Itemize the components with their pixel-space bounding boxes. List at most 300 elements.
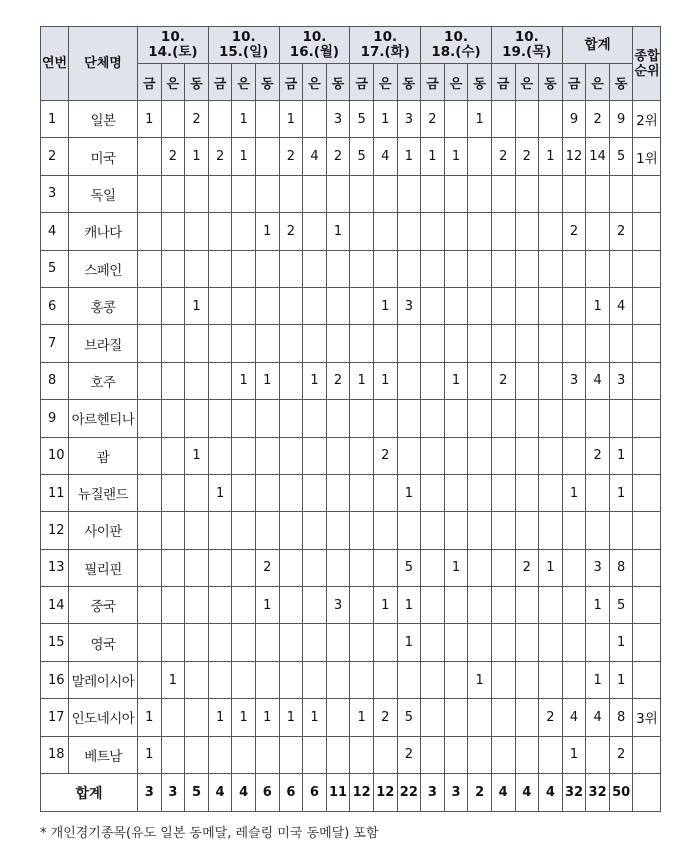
medal-count-cell: 3 bbox=[562, 362, 586, 399]
medal-count-cell bbox=[373, 624, 397, 661]
medal-type-header: 금 bbox=[562, 64, 586, 101]
medal-count-cell bbox=[255, 736, 279, 773]
table-row bbox=[41, 512, 661, 549]
seq-header: 연번 bbox=[41, 27, 69, 101]
medal-count-cell bbox=[350, 512, 374, 549]
medal-count-cell bbox=[515, 699, 539, 736]
medal-count-cell: 1 bbox=[468, 101, 492, 138]
medal-count-cell: 9 bbox=[562, 101, 586, 138]
medal-count-cell bbox=[373, 661, 397, 698]
medal-count-cell bbox=[562, 325, 586, 362]
medal-count-cell bbox=[185, 325, 209, 362]
medal-count-cell: 1 bbox=[255, 699, 279, 736]
medal-count-cell bbox=[255, 661, 279, 698]
medal-type-header: 은 bbox=[586, 64, 610, 101]
medal-type-header: 금 bbox=[208, 64, 232, 101]
medal-count-cell bbox=[421, 400, 445, 437]
medal-count-cell: 8 bbox=[609, 549, 633, 586]
medal-count-cell bbox=[138, 325, 162, 362]
medal-count-cell bbox=[444, 250, 468, 287]
medal-count-cell: 2 bbox=[539, 699, 563, 736]
medal-count-cell bbox=[161, 175, 185, 212]
totals-rank bbox=[633, 774, 661, 812]
medal-count-cell bbox=[208, 362, 232, 399]
medal-count-cell bbox=[138, 400, 162, 437]
medal-count-cell bbox=[208, 736, 232, 773]
medal-count-cell bbox=[279, 512, 303, 549]
medal-count-cell bbox=[397, 400, 421, 437]
total-count-cell: 11 bbox=[326, 774, 350, 812]
medal-count-cell: 1 bbox=[609, 474, 633, 511]
medal-count-cell: 2 bbox=[562, 213, 586, 250]
team-name: 사이판 bbox=[69, 512, 138, 549]
table-row bbox=[41, 400, 661, 437]
medal-count-cell bbox=[161, 362, 185, 399]
medal-count-cell bbox=[491, 549, 515, 586]
table-row bbox=[41, 549, 661, 586]
medal-count-cell bbox=[161, 549, 185, 586]
medal-count-cell bbox=[468, 699, 492, 736]
medal-count-cell bbox=[232, 400, 256, 437]
table-row bbox=[41, 587, 661, 624]
medal-count-cell bbox=[303, 325, 327, 362]
medal-count-cell: 3 bbox=[609, 362, 633, 399]
overall-rank bbox=[633, 549, 661, 586]
medal-count-cell bbox=[444, 474, 468, 511]
row-number: 14 bbox=[41, 587, 69, 624]
medal-count-cell bbox=[539, 661, 563, 698]
row-number: 8 bbox=[41, 362, 69, 399]
medal-count-cell bbox=[609, 175, 633, 212]
medal-count-cell bbox=[562, 437, 586, 474]
overall-rank bbox=[633, 736, 661, 773]
medal-type-header: 은 bbox=[232, 64, 256, 101]
medal-count-cell bbox=[232, 287, 256, 324]
medal-count-cell bbox=[208, 512, 232, 549]
table-row bbox=[41, 250, 661, 287]
medal-count-cell bbox=[586, 512, 610, 549]
total-count-cell: 32 bbox=[586, 774, 610, 812]
medal-count-cell bbox=[397, 213, 421, 250]
medal-count-cell bbox=[421, 624, 445, 661]
team-header: 단체명 bbox=[69, 27, 138, 101]
row-number: 4 bbox=[41, 213, 69, 250]
medal-count-cell bbox=[326, 325, 350, 362]
medal-count-cell bbox=[444, 699, 468, 736]
medal-count-cell bbox=[491, 512, 515, 549]
medal-count-cell bbox=[562, 250, 586, 287]
medal-count-cell bbox=[161, 325, 185, 362]
medal-count-cell bbox=[468, 474, 492, 511]
medal-count-cell bbox=[397, 661, 421, 698]
team-name: 인도네시아 bbox=[69, 699, 138, 736]
medal-count-cell bbox=[468, 624, 492, 661]
medal-count-cell: 1 bbox=[468, 661, 492, 698]
medal-count-cell bbox=[491, 699, 515, 736]
medal-count-cell: 5 bbox=[397, 699, 421, 736]
medal-count-cell: 2 bbox=[326, 138, 350, 175]
medal-count-cell bbox=[350, 400, 374, 437]
medal-count-cell: 1 bbox=[185, 287, 209, 324]
medal-count-cell bbox=[138, 175, 162, 212]
row-number: 2 bbox=[41, 138, 69, 175]
overall-rank bbox=[633, 250, 661, 287]
medal-count-cell: 5 bbox=[350, 101, 374, 138]
medal-count-cell bbox=[161, 587, 185, 624]
medal-count-cell bbox=[138, 474, 162, 511]
total-count-cell: 3 bbox=[444, 774, 468, 812]
medal-count-cell: 2 bbox=[255, 549, 279, 586]
medal-count-cell: 1 bbox=[255, 362, 279, 399]
medal-count-cell bbox=[208, 250, 232, 287]
medal-count-cell: 2 bbox=[279, 213, 303, 250]
medal-count-cell bbox=[255, 400, 279, 437]
medal-count-cell: 3 bbox=[326, 101, 350, 138]
medal-count-cell bbox=[515, 400, 539, 437]
medal-count-cell bbox=[350, 175, 374, 212]
medal-count-cell bbox=[468, 325, 492, 362]
medal-count-cell bbox=[303, 624, 327, 661]
row-number: 6 bbox=[41, 287, 69, 324]
medal-count-cell bbox=[421, 437, 445, 474]
medal-type-header: 은 bbox=[303, 64, 327, 101]
medal-count-cell bbox=[491, 250, 515, 287]
medal-count-cell bbox=[586, 175, 610, 212]
medal-count-cell bbox=[350, 624, 374, 661]
row-number: 18 bbox=[41, 736, 69, 773]
medal-count-cell bbox=[303, 661, 327, 698]
medal-table-container bbox=[40, 26, 661, 812]
table-row bbox=[41, 661, 661, 698]
medal-count-cell: 5 bbox=[350, 138, 374, 175]
medal-count-cell bbox=[138, 549, 162, 586]
medal-count-cell bbox=[421, 587, 445, 624]
table-row bbox=[41, 699, 661, 736]
medal-count-cell bbox=[303, 101, 327, 138]
overall-rank bbox=[633, 587, 661, 624]
medal-count-cell bbox=[350, 661, 374, 698]
totals-row bbox=[41, 774, 661, 812]
medal-count-cell bbox=[515, 661, 539, 698]
medal-count-cell bbox=[279, 549, 303, 586]
medal-count-cell: 1 bbox=[303, 362, 327, 399]
medal-count-cell: 1 bbox=[373, 587, 397, 624]
medal-count-cell bbox=[161, 101, 185, 138]
medal-count-cell: 1 bbox=[421, 138, 445, 175]
medal-count-cell bbox=[350, 213, 374, 250]
total-count-cell: 6 bbox=[303, 774, 327, 812]
row-number: 16 bbox=[41, 661, 69, 698]
medal-count-cell bbox=[208, 437, 232, 474]
medal-count-cell: 1 bbox=[350, 362, 374, 399]
medal-count-cell bbox=[138, 512, 162, 549]
medal-count-cell bbox=[468, 362, 492, 399]
medal-count-cell bbox=[539, 250, 563, 287]
medal-count-cell: 1 bbox=[279, 699, 303, 736]
medal-count-cell: 14 bbox=[586, 138, 610, 175]
total-count-cell: 6 bbox=[279, 774, 303, 812]
medal-count-cell bbox=[539, 101, 563, 138]
medal-count-cell bbox=[161, 736, 185, 773]
medal-count-cell bbox=[539, 400, 563, 437]
medal-count-cell bbox=[515, 287, 539, 324]
medal-count-cell: 1 bbox=[161, 661, 185, 698]
medal-count-cell bbox=[397, 175, 421, 212]
medal-count-cell bbox=[255, 138, 279, 175]
medal-count-cell bbox=[515, 587, 539, 624]
medal-count-cell: 1 bbox=[232, 699, 256, 736]
medal-count-cell bbox=[491, 474, 515, 511]
medal-count-cell bbox=[539, 175, 563, 212]
medal-count-cell: 2 bbox=[208, 138, 232, 175]
medal-count-cell: 1 bbox=[562, 474, 586, 511]
row-number: 11 bbox=[41, 474, 69, 511]
overall-rank bbox=[633, 437, 661, 474]
medal-count-cell bbox=[279, 175, 303, 212]
medal-count-cell: 8 bbox=[609, 699, 633, 736]
medal-count-cell bbox=[491, 400, 515, 437]
medal-count-cell bbox=[539, 512, 563, 549]
medal-count-cell bbox=[515, 736, 539, 773]
medal-count-cell bbox=[232, 661, 256, 698]
medal-count-cell: 2 bbox=[586, 437, 610, 474]
medal-count-cell bbox=[185, 624, 209, 661]
team-name: 스페인 bbox=[69, 250, 138, 287]
medal-count-cell bbox=[350, 474, 374, 511]
overall-rank bbox=[633, 175, 661, 212]
medal-count-cell bbox=[255, 624, 279, 661]
medal-count-cell bbox=[208, 213, 232, 250]
medal-count-cell bbox=[208, 325, 232, 362]
medal-type-header: 동 bbox=[397, 64, 421, 101]
medal-count-cell bbox=[397, 362, 421, 399]
medal-count-cell bbox=[444, 213, 468, 250]
medal-type-header: 동 bbox=[185, 64, 209, 101]
medal-count-cell bbox=[185, 549, 209, 586]
team-name: 괌 bbox=[69, 437, 138, 474]
medal-count-cell bbox=[421, 287, 445, 324]
medal-count-cell bbox=[326, 250, 350, 287]
medal-count-cell: 4 bbox=[586, 699, 610, 736]
medal-count-cell bbox=[255, 287, 279, 324]
medal-count-cell bbox=[326, 175, 350, 212]
medal-count-cell bbox=[444, 587, 468, 624]
medal-count-cell bbox=[279, 587, 303, 624]
medal-count-cell bbox=[586, 474, 610, 511]
medal-count-cell bbox=[161, 699, 185, 736]
row-number: 7 bbox=[41, 325, 69, 362]
medal-count-cell: 1 bbox=[397, 474, 421, 511]
medal-count-cell bbox=[303, 175, 327, 212]
medal-count-cell bbox=[279, 474, 303, 511]
medal-count-cell: 1 bbox=[255, 587, 279, 624]
medal-count-cell: 1 bbox=[539, 138, 563, 175]
medal-count-cell bbox=[586, 325, 610, 362]
medal-count-cell: 1 bbox=[138, 101, 162, 138]
medal-count-cell bbox=[255, 175, 279, 212]
total-count-cell: 50 bbox=[609, 774, 633, 812]
table-row bbox=[41, 362, 661, 399]
medal-count-cell bbox=[468, 250, 492, 287]
row-number: 10 bbox=[41, 437, 69, 474]
medal-count-cell bbox=[421, 699, 445, 736]
medal-count-cell bbox=[138, 250, 162, 287]
table-row bbox=[41, 287, 661, 324]
medal-count-cell: 3 bbox=[586, 549, 610, 586]
medal-count-cell bbox=[539, 362, 563, 399]
medal-count-cell bbox=[303, 213, 327, 250]
medal-count-cell bbox=[539, 624, 563, 661]
medal-count-cell bbox=[586, 736, 610, 773]
row-number: 12 bbox=[41, 512, 69, 549]
medal-count-cell bbox=[491, 437, 515, 474]
team-name: 영국 bbox=[69, 624, 138, 661]
medal-count-cell bbox=[303, 400, 327, 437]
medal-count-cell bbox=[515, 101, 539, 138]
medal-count-cell bbox=[491, 101, 515, 138]
medal-count-cell bbox=[562, 661, 586, 698]
medal-count-cell bbox=[397, 512, 421, 549]
medal-count-cell bbox=[421, 474, 445, 511]
medal-count-cell bbox=[609, 512, 633, 549]
medal-count-cell bbox=[279, 362, 303, 399]
medal-count-cell bbox=[326, 736, 350, 773]
overall-rank: 2위 bbox=[633, 101, 661, 138]
medal-count-cell bbox=[515, 437, 539, 474]
medal-count-cell bbox=[138, 138, 162, 175]
table-row bbox=[41, 624, 661, 661]
medal-count-cell: 1 bbox=[350, 699, 374, 736]
total-count-cell: 4 bbox=[232, 774, 256, 812]
date-header-1016: 10. 16.(월) bbox=[279, 27, 350, 64]
total-count-cell: 4 bbox=[515, 774, 539, 812]
medal-count-cell: 2 bbox=[491, 362, 515, 399]
medal-count-cell bbox=[468, 736, 492, 773]
medal-count-cell bbox=[444, 624, 468, 661]
overall-rank bbox=[633, 512, 661, 549]
medal-count-cell bbox=[279, 287, 303, 324]
table-row bbox=[41, 175, 661, 212]
overall-rank bbox=[633, 400, 661, 437]
medal-count-cell: 2 bbox=[185, 101, 209, 138]
medal-count-cell bbox=[185, 587, 209, 624]
medal-count-cell bbox=[161, 437, 185, 474]
medal-count-cell bbox=[326, 624, 350, 661]
team-name: 홍콩 bbox=[69, 287, 138, 324]
medal-count-cell bbox=[303, 512, 327, 549]
medal-count-cell: 2 bbox=[373, 699, 397, 736]
medal-count-cell bbox=[232, 325, 256, 362]
table-row bbox=[41, 325, 661, 362]
medal-count-cell bbox=[444, 325, 468, 362]
medal-count-cell bbox=[326, 699, 350, 736]
medal-count-cell bbox=[515, 175, 539, 212]
medal-count-cell bbox=[350, 437, 374, 474]
medal-count-cell bbox=[421, 213, 445, 250]
medal-count-cell: 1 bbox=[397, 587, 421, 624]
medal-count-cell bbox=[350, 587, 374, 624]
row-number: 13 bbox=[41, 549, 69, 586]
medal-count-cell: 1 bbox=[208, 474, 232, 511]
medal-count-cell bbox=[326, 474, 350, 511]
medal-count-cell: 1 bbox=[609, 661, 633, 698]
medal-count-cell bbox=[491, 287, 515, 324]
team-name: 뉴질랜드 bbox=[69, 474, 138, 511]
medal-count-cell bbox=[609, 400, 633, 437]
total-count-cell: 4 bbox=[491, 774, 515, 812]
row-number: 3 bbox=[41, 175, 69, 212]
medal-type-header: 금 bbox=[350, 64, 374, 101]
medal-count-cell bbox=[279, 437, 303, 474]
medal-count-cell bbox=[421, 512, 445, 549]
medal-count-cell bbox=[373, 213, 397, 250]
date-header-1014: 10. 14.(토) bbox=[138, 27, 209, 64]
medal-count-cell bbox=[539, 437, 563, 474]
medal-count-cell: 1 bbox=[208, 699, 232, 736]
medal-type-header: 금 bbox=[138, 64, 162, 101]
medal-count-cell bbox=[444, 736, 468, 773]
medal-count-cell: 1 bbox=[444, 362, 468, 399]
overall-rank bbox=[633, 362, 661, 399]
medal-count-cell: 1 bbox=[185, 138, 209, 175]
medal-count-cell bbox=[232, 624, 256, 661]
medal-count-cell bbox=[515, 362, 539, 399]
medal-count-cell bbox=[515, 325, 539, 362]
medal-count-cell bbox=[444, 287, 468, 324]
medal-count-cell: 1 bbox=[326, 213, 350, 250]
medal-count-cell bbox=[373, 400, 397, 437]
medal-count-cell bbox=[491, 624, 515, 661]
medal-table bbox=[40, 26, 661, 812]
medal-count-cell: 4 bbox=[303, 138, 327, 175]
medal-count-cell bbox=[185, 736, 209, 773]
medal-count-cell bbox=[161, 624, 185, 661]
medal-count-cell bbox=[232, 213, 256, 250]
medal-count-cell bbox=[350, 736, 374, 773]
medal-count-cell: 1 bbox=[609, 437, 633, 474]
medal-count-cell: 2 bbox=[161, 138, 185, 175]
medal-count-cell: 1 bbox=[444, 549, 468, 586]
medal-count-cell bbox=[138, 213, 162, 250]
medal-count-cell bbox=[138, 624, 162, 661]
date-header-1015: 10. 15.(일) bbox=[208, 27, 279, 64]
medal-count-cell bbox=[326, 437, 350, 474]
medal-count-cell bbox=[539, 325, 563, 362]
table-header bbox=[41, 27, 661, 101]
medal-count-cell bbox=[562, 549, 586, 586]
medal-count-cell bbox=[468, 213, 492, 250]
medal-count-cell: 1 bbox=[185, 437, 209, 474]
total-count-cell: 12 bbox=[373, 774, 397, 812]
team-name: 말레이시아 bbox=[69, 661, 138, 698]
medal-type-header: 은 bbox=[515, 64, 539, 101]
total-count-cell: 6 bbox=[255, 774, 279, 812]
medal-count-cell bbox=[208, 587, 232, 624]
medal-count-cell bbox=[421, 175, 445, 212]
medal-count-cell: 1 bbox=[138, 699, 162, 736]
medal-count-cell bbox=[279, 736, 303, 773]
medal-count-cell: 1 bbox=[586, 587, 610, 624]
medal-type-header: 금 bbox=[279, 64, 303, 101]
medal-count-cell bbox=[279, 400, 303, 437]
medal-count-cell bbox=[421, 325, 445, 362]
medal-count-cell bbox=[255, 437, 279, 474]
medal-count-cell bbox=[373, 512, 397, 549]
medal-count-cell bbox=[609, 250, 633, 287]
medal-count-cell: 4 bbox=[373, 138, 397, 175]
medal-count-cell bbox=[303, 474, 327, 511]
medal-count-cell bbox=[232, 175, 256, 212]
